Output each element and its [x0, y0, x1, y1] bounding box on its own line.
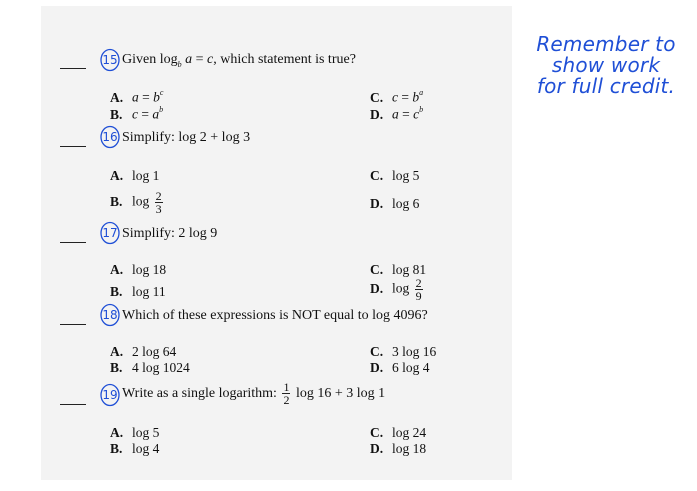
- answer-blank-18[interactable]: [60, 324, 86, 325]
- q19-option-d[interactable]: D. log 18: [370, 441, 427, 456]
- question-number-18: 18: [99, 303, 121, 327]
- q19-option-c[interactable]: C. log 24: [370, 425, 427, 440]
- question-number-19: 19: [99, 383, 121, 407]
- handwritten-note: [531, 34, 681, 97]
- q19-option-b[interactable]: B. log 4: [110, 441, 160, 456]
- question-number-15: 15: [99, 48, 121, 72]
- answer-blank-19[interactable]: [60, 404, 86, 405]
- answer-blank-17[interactable]: [60, 242, 86, 243]
- q17-option-d[interactable]: D. log $\frac{2}{9}$: [370, 276, 422, 303]
- question-16-text: Simplify: log 2 + log 3: [122, 130, 251, 145]
- q15-option-b[interactable]: B. $c = a^b$: [110, 105, 164, 122]
- q16-option-b[interactable]: B. log $\frac{2}{3}$: [110, 189, 162, 216]
- question-19-text: Write as a single logarithm: $\frac{1}{2}$ log 16 + 3 log 1: [122, 380, 386, 407]
- answer-blank-15[interactable]: [60, 68, 86, 69]
- question-18-text: Which of these expressions is NOT equal to log 4096?: [122, 308, 428, 323]
- q18-option-c[interactable]: C. 3 log 16: [370, 344, 437, 359]
- q18-option-a[interactable]: A. 2 log 64: [110, 344, 177, 359]
- question-number-17: 17: [99, 221, 121, 245]
- q17-option-b[interactable]: B. log 11: [110, 284, 166, 299]
- note-line-2: show work: [551, 53, 661, 77]
- note-line-3: for full credit.: [536, 74, 676, 98]
- note-line-1: Remember to: [536, 32, 676, 56]
- q15-option-d[interactable]: D. $a = c^b$: [370, 105, 424, 122]
- question-number-16: 16: [99, 125, 121, 149]
- q18-option-d[interactable]: D. 6 log 4: [370, 360, 430, 375]
- q16-option-c[interactable]: C. log 5: [370, 168, 420, 183]
- q15-option-a[interactable]: A. $a = b^c$: [110, 88, 164, 105]
- question-17-text: Simplify: 2 log 9: [122, 226, 218, 241]
- q17-option-c[interactable]: C. log 81: [370, 262, 427, 277]
- answer-blank-16[interactable]: [60, 146, 86, 147]
- q18-option-b[interactable]: B. 4 log 1024: [110, 360, 190, 375]
- q16-option-a[interactable]: A. log 1: [110, 168, 160, 183]
- q17-option-a[interactable]: A. log 18: [110, 262, 167, 277]
- question-15-text: Given $\log_b a = c$, which statement is true?: [122, 52, 356, 69]
- q19-option-a[interactable]: A. log 5: [110, 425, 160, 440]
- q16-option-d[interactable]: D. log 6: [370, 196, 420, 211]
- q15-option-c[interactable]: C. $c = b^a$: [370, 88, 424, 105]
